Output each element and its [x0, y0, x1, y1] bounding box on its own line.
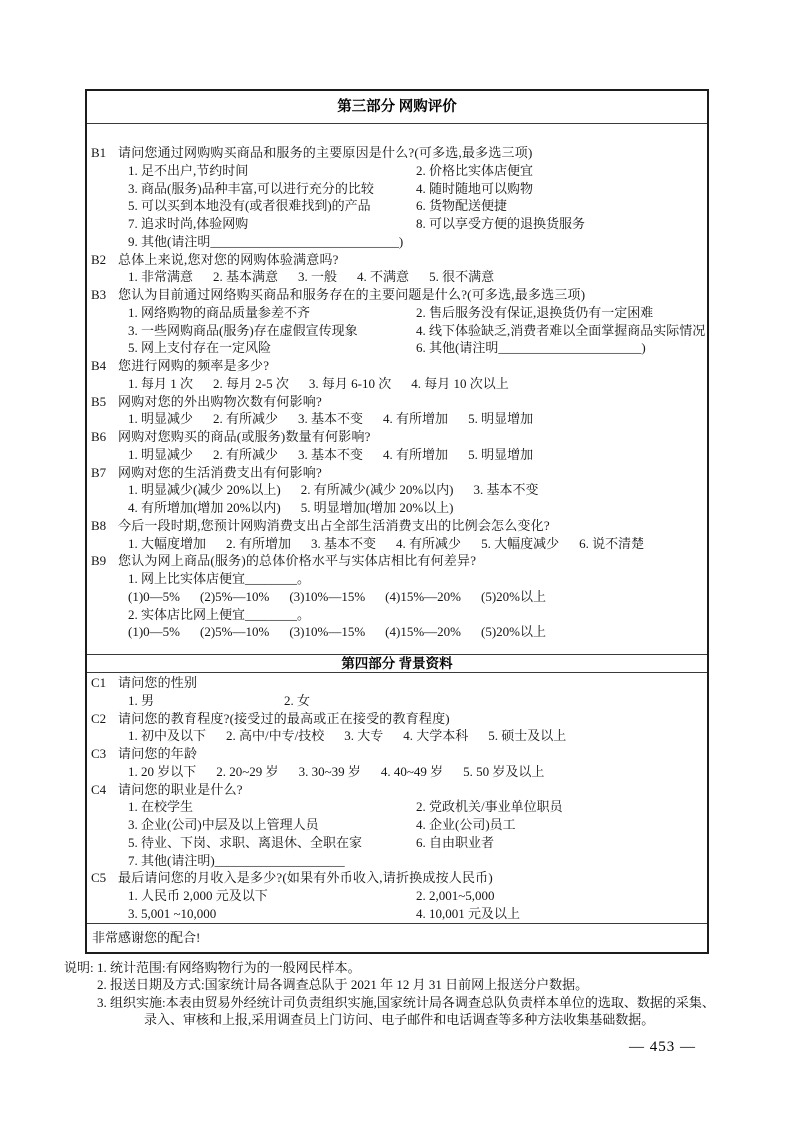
- option-row: [87, 481, 703, 499]
- option: 1. 明显减少: [128, 411, 194, 427]
- option: 4. 企业(公司)员工: [416, 817, 516, 832]
- option-row: [87, 268, 703, 286]
- question-id: C4: [91, 781, 107, 797]
- option-row: [87, 887, 703, 905]
- question-line: [87, 286, 703, 304]
- question-text: 请问您的性别: [118, 675, 198, 690]
- option: 1. 网上比实体店便宜________。: [128, 571, 311, 586]
- option: 2. 每月 2-5 次: [213, 375, 289, 391]
- option: (3)10%—15%: [289, 588, 366, 604]
- option-row: [87, 834, 703, 852]
- option-row: [87, 322, 706, 340]
- option: 5. 明显增加(增加 20%以上): [300, 500, 454, 515]
- question-id: B9: [91, 553, 107, 569]
- option: (2)5%—10%: [200, 588, 270, 604]
- option: 6. 其他(请注明______________________): [416, 340, 646, 356]
- option: 1. 人民币 2,000 元及以下: [128, 888, 268, 903]
- option: 2. 售后服务没有保证,退换货仍有一定困难: [416, 304, 654, 320]
- option-row: [87, 905, 703, 923]
- option: 5. 网上支付存在一定风险: [128, 340, 272, 356]
- option: 7. 其他(请注明)____________________: [128, 852, 345, 868]
- option: (5)20%以上: [480, 588, 546, 604]
- option: 3. 基本不变: [473, 482, 539, 498]
- option-row: [87, 304, 703, 322]
- option: 3. 企业(公司)中层及以上管理人员: [128, 817, 319, 832]
- option: 4. 有所增加(增加 20%以内): [128, 500, 281, 515]
- question-id: B6: [91, 429, 107, 444]
- question-id: B2: [91, 251, 107, 267]
- part4-header: [87, 654, 707, 673]
- option: 4. 线下体验缺乏,消费者难以全面掌握商品实际情况: [416, 322, 706, 338]
- option: 4. 有所减少: [396, 535, 462, 551]
- option: 1. 明显减少(减少 20%以上): [128, 482, 281, 498]
- option: 1. 20 岁以下: [128, 763, 197, 779]
- option: 2. 高中/中专/技校: [226, 728, 325, 744]
- option: 1. 明显减少: [128, 446, 194, 462]
- option: 6. 说不清楚: [579, 535, 645, 551]
- question-line: [87, 357, 703, 375]
- notes-label: 说明:: [64, 960, 94, 975]
- option: (1)0—5%: [128, 588, 180, 604]
- question-id: B4: [91, 358, 107, 373]
- option: 1. 大幅度增加: [128, 535, 207, 551]
- option: 3. 大专: [344, 728, 384, 744]
- option: 5. 待业、下岗、求职、离退休、全职在家: [128, 834, 363, 850]
- option-row: [87, 375, 703, 393]
- option: 3. 一些网购商品(服务)存在虚假宣传现象: [128, 322, 358, 338]
- question-line: [87, 745, 703, 763]
- option: 6. 自由职业者: [416, 834, 495, 850]
- option: 5. 硕士及以上: [488, 728, 567, 744]
- question-text: 网购对您的外出购物次数有何影响?: [118, 393, 322, 409]
- question-id: C3: [91, 746, 107, 761]
- question-text: 网购对您购买的商品(或服务)数量有何影响?: [118, 429, 371, 444]
- note-statistical-scope: 1. 统计范围:有网络购物行为的一般网民样本。: [97, 960, 361, 975]
- option: (4)15%—20%: [385, 624, 461, 640]
- footer-notes: [64, 959, 754, 1028]
- option: 1. 初中及以下: [128, 728, 207, 744]
- option-row: [87, 410, 703, 428]
- question-text: 您进行网购的频率是多少?: [118, 358, 270, 373]
- part4-title: 第四部分 背景资料: [341, 656, 453, 671]
- option: 2. 2,001~5,000: [416, 888, 495, 903]
- option: (5)20%以上: [480, 624, 546, 640]
- option: 5. 大幅度减少: [481, 535, 560, 551]
- option: 2. 价格比实体店便宜: [416, 162, 534, 178]
- question-line: [87, 710, 703, 728]
- option: 2. 基本满意: [213, 269, 279, 285]
- question-line: [87, 869, 703, 887]
- question-id: C2: [91, 710, 107, 726]
- option: 1. 网络购物的商品质量参差不齐: [128, 304, 311, 320]
- option: 4. 不满意: [357, 269, 410, 285]
- option: 7. 追求时尚,体验网购: [128, 216, 249, 231]
- question-text: 最后请问您的月收入是多少?(如果有外币收入,请折换成按人民币): [118, 870, 493, 886]
- thanks-text: 非常感谢您的配合!: [92, 929, 201, 945]
- option-row: [87, 180, 703, 198]
- option: 4. 有所增加: [383, 411, 449, 427]
- option: 8. 可以享受方便的退换货服务: [416, 216, 586, 231]
- option: 3. 5,001 ~10,000: [128, 905, 217, 921]
- question-line: [87, 517, 703, 535]
- option: 4. 大学本科: [403, 728, 469, 744]
- option-row: [87, 446, 703, 464]
- option-row: [87, 606, 703, 624]
- question-line: [87, 251, 703, 269]
- option: 4. 随时随地可以购物: [416, 180, 534, 196]
- option: (1)0—5%: [128, 624, 180, 640]
- option-row: [87, 162, 703, 180]
- option-row: [87, 763, 703, 781]
- option: 2. 有所减少(减少 20%以内): [300, 482, 454, 498]
- question-id: C1: [91, 675, 107, 690]
- option: 5. 明显增加: [468, 446, 534, 462]
- option-row: [87, 197, 703, 215]
- question-id: B1: [91, 145, 107, 160]
- option: 5. 很不满意: [429, 269, 495, 285]
- option: 4. 每月 10 次以上: [411, 375, 509, 391]
- option: 1. 在校学生: [128, 799, 194, 815]
- option: 4. 40~49 岁: [380, 763, 444, 779]
- option: (2)5%—10%: [200, 624, 270, 640]
- question-text: 您认为目前通过网络购买商品和服务存在的主要问题是什么?(可多选,最多选三项): [118, 287, 586, 302]
- question-text: 请问您的教育程度?(接受过的最高或正在接受的教育程度): [118, 710, 450, 726]
- question-text: 请问您的职业是什么?: [118, 781, 243, 797]
- option: 3. 商品(服务)品种丰富,可以进行充分的比较: [128, 180, 374, 196]
- option: 5. 可以买到本地没有(或者很难找到)的产品: [128, 198, 371, 214]
- option: 5. 50 岁及以上: [463, 763, 545, 779]
- part3-body: [87, 124, 707, 654]
- option-row: [87, 816, 703, 834]
- option: 4. 有所增加: [383, 446, 449, 462]
- option-row: [87, 233, 703, 251]
- question-line: [87, 428, 703, 446]
- option: 1. 男: [128, 692, 155, 708]
- option-row: [87, 692, 703, 710]
- option: 2. 实体店比网上便宜________。: [128, 606, 311, 622]
- option: 3. 30~39 岁: [298, 763, 361, 779]
- option: 2. 女: [284, 692, 311, 708]
- question-id: B8: [91, 517, 107, 533]
- question-line: [87, 674, 703, 692]
- option: 2. 党政机关/事业单位职员: [416, 799, 563, 815]
- question-text: 您认为网上商品(服务)的总体价格水平与实体店相比有何差异?: [118, 553, 477, 569]
- option: 4. 10,001 元及以上: [416, 905, 521, 921]
- thanks-row: [87, 923, 707, 952]
- notes-body: [97, 959, 754, 1028]
- part4-body: [87, 673, 707, 923]
- option-row: [87, 499, 703, 517]
- question-text: 网购对您的生活消费支出有何影响?: [118, 464, 322, 480]
- part3-title: 第三部分 网购评价: [337, 99, 457, 115]
- option-row: [87, 588, 703, 606]
- question-id: C5: [91, 870, 107, 886]
- question-id: B3: [91, 287, 107, 302]
- option: 1. 足不出户,节约时间: [128, 162, 249, 178]
- option: 6. 货物配送便捷: [416, 198, 508, 214]
- option: 1. 每月 1 次: [128, 375, 194, 391]
- question-id: B5: [91, 393, 107, 409]
- option: 3. 一般: [298, 269, 338, 285]
- question-line: [87, 781, 703, 799]
- question-line: [87, 552, 703, 570]
- option: 3. 每月 6-10 次: [308, 375, 392, 391]
- option: 3. 基本不变: [311, 535, 377, 551]
- option: 1. 非常满意: [128, 269, 194, 285]
- option-row: [87, 727, 703, 745]
- question-text: 请问您通过网购购买商品和服务的主要原因是什么?(可多选,最多选三项): [118, 145, 533, 160]
- option: (3)10%—15%: [289, 624, 366, 640]
- option: 2. 20~29 岁: [216, 763, 279, 779]
- option: 2. 有所减少: [213, 446, 279, 462]
- survey-form: [85, 89, 709, 954]
- option-row: [87, 215, 703, 233]
- option: 2. 有所增加: [226, 535, 292, 551]
- option: 2. 有所减少: [213, 411, 279, 427]
- page-number: — 453 —: [629, 1039, 696, 1055]
- question-id: B7: [91, 464, 107, 480]
- option-row: [87, 535, 703, 553]
- note-submission-date: 2. 报送日期及方式:国家统计局各调查总队于 2021 年 12 月 31 日前网上报送分户数据。: [97, 977, 589, 993]
- question-line: [87, 393, 703, 411]
- option-row: [87, 798, 703, 816]
- option: 5. 明显增加: [468, 411, 534, 427]
- question-text: 今后一段时期,您预计网购消费支出占全部生活消费支出的比例会怎么变化?: [118, 517, 550, 533]
- note-implementation-continuation: 录入、审核和上报,采用调查员上门访问、电子邮件和电话调查等多种方法收集基础数据。: [144, 1011, 655, 1027]
- option: (4)15%—20%: [385, 588, 461, 604]
- question-line: [87, 464, 703, 482]
- option-row: [87, 570, 703, 588]
- question-text: 请问您的年龄: [118, 746, 198, 761]
- option-row: [87, 623, 703, 641]
- question-text: 总体上来说,您对您的网购体验满意吗?: [118, 251, 339, 267]
- option: 3. 基本不变: [298, 446, 364, 462]
- note-implementation: 3. 组织实施:本表由贸易外经统计司负责组织实施,国家统计局各调查总队负责样本单位的选取、数据的采集、: [97, 994, 715, 1010]
- part3-header: [87, 91, 707, 124]
- option-row: [87, 339, 703, 357]
- option-row: [87, 852, 703, 870]
- option: 9. 其他(请注明_____________________________): [128, 233, 404, 249]
- question-line: [87, 144, 703, 162]
- option: 3. 基本不变: [298, 411, 364, 427]
